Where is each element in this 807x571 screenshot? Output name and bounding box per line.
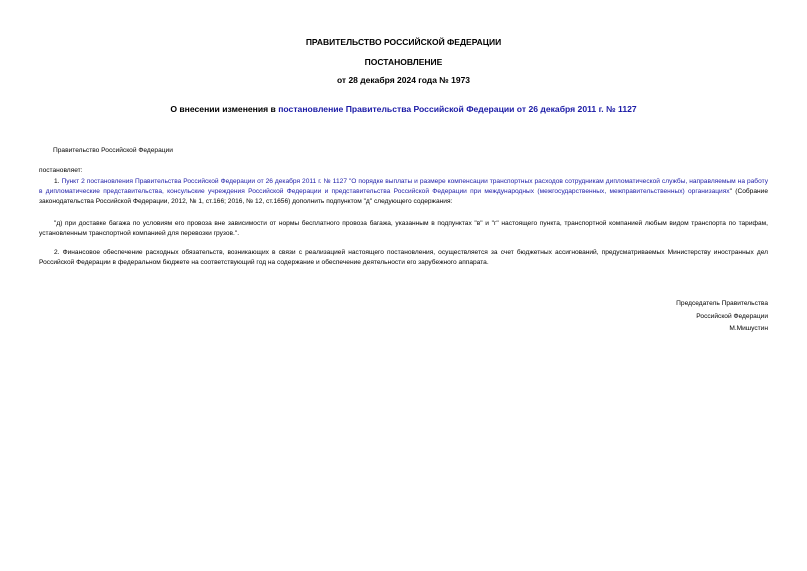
issuing-authority: ПРАВИТЕЛЬСТВО РОССИЙСКОЙ ФЕДЕРАЦИИ: [305, 37, 502, 47]
signature-country: Российской Федерации: [696, 312, 768, 320]
document-date-number: от 28 декабря 2024 года № 1973: [336, 75, 471, 85]
signature-block: [676, 298, 768, 336]
signature-name: М.Мишустин: [729, 325, 768, 332]
title-prefix: О внесении изменения в: [170, 104, 279, 114]
decides-line: постановляет:: [39, 167, 83, 174]
subclause-d-quote: "д) при доставке багажа по условиям его провоза вне зависимости от нормы бесплатного провоза багажа, указанным в подпунктах "в" и "г" настоящего пункта, транспортной компанией любым видом транспорта по тарифам, установленным транспортной компанией для перевозки грузов.".: [39, 220, 768, 237]
signature-position: Председатель Правительства: [676, 300, 768, 307]
item-1-decree-link[interactable]: Пункт 2 постановления Правительства Российской Федерации от 26 декабря 2011 г. № 1127 "О порядке выплаты и размере компенсации транспортных расходов сотрудникам дипломатической службы, направляемым на работу в дипломатические представительства, консульские учреждения Российской Федерации и представительства Российской Федерации при международных (межгосударственных, межправительственных) организациях: [39, 178, 768, 195]
item-1-paragraph: [39, 177, 768, 206]
item-1-suffix: " (Собрание законодательства Российской Федерации, 2012, № 1, ст.166; 2016, № 12, ст.1656) дополнить подпунктом "д" следующего содержания:: [39, 187, 768, 205]
item-1-number: 1.: [54, 178, 62, 185]
item-2-paragraph: 2. Финансовое обеспечение расходных обязательств, возникающих в связи с реализацией настоящего постановления, осуществляется за счет бюджетных ассигнований, предусматриваемых Министерству иностранных дел Российской Федерации в федеральном бюджете на соответствующий год на содержание и обеспечение деятельности его зарубежного аппарата.: [39, 249, 768, 266]
document-type: ПОСТАНОВЛЕНИЕ: [364, 57, 443, 67]
amended-decree-link[interactable]: постановление Правительства Российской Федерации от 26 декабря 2011 г. № 1127: [278, 104, 637, 114]
government-line: Правительство Российской Федерации: [53, 147, 173, 154]
document-title: [0, 104, 807, 115]
